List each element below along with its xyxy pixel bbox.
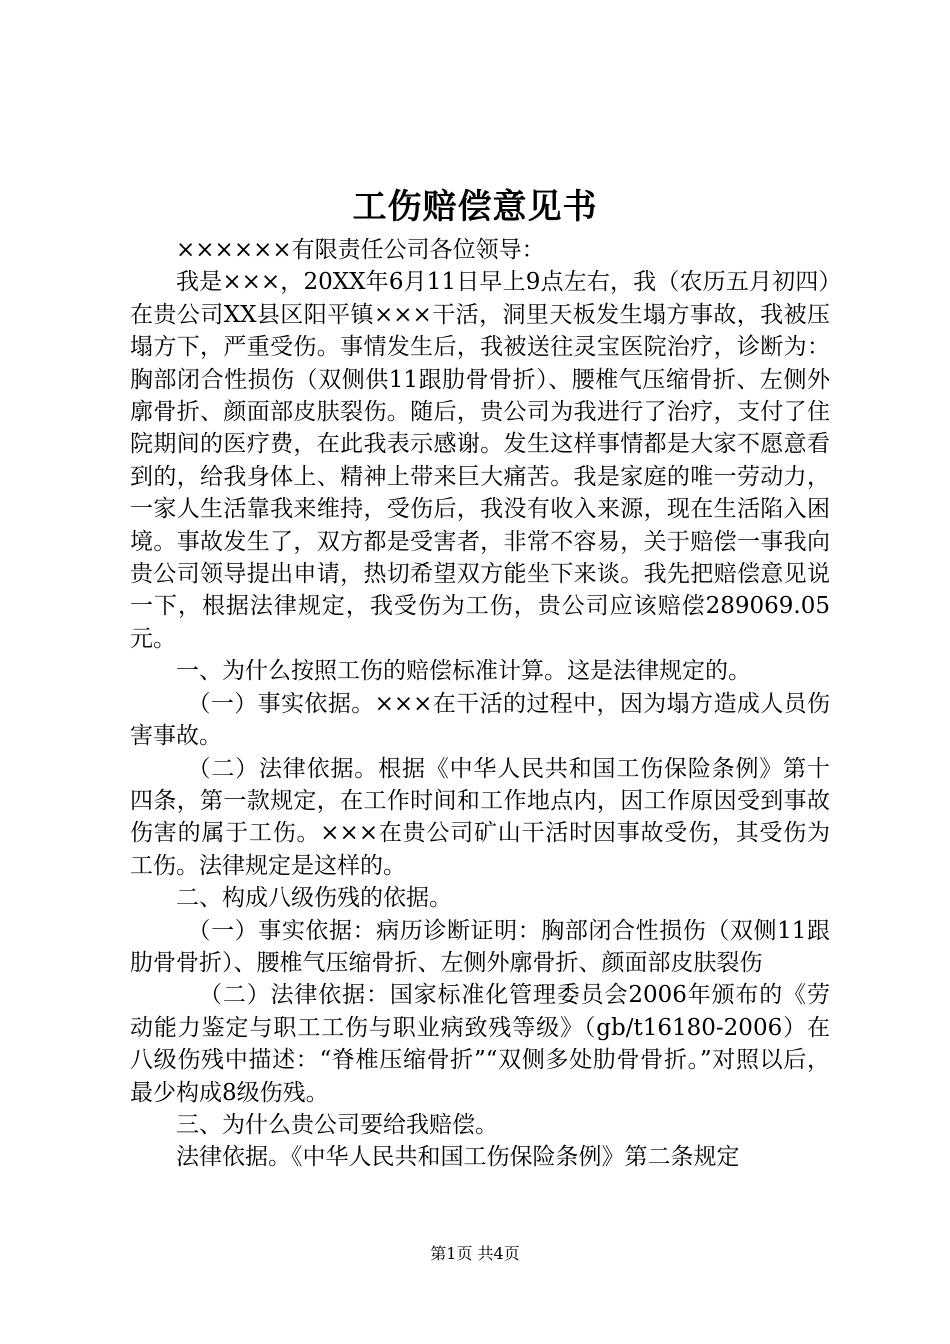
paragraph-legal-basis-3: 法律依据。《中华人民共和国工伤保险条例》第二条规定 [176,1144,740,1171]
paragraph-fact-basis-1: （一）事实依据。×××在干活的过程中，因为塌方造成人员伤害事故。 [130,690,830,750]
paragraph-legal-basis-1: （二）法律依据。根据《中华人民共和国工伤保险条例》第十四条，第一款规定，在工作时间和工作地点内，因工作原因受到事故伤害的属于工伤。×××在贵公司矿山干活时因事故受伤，其受伤为工伤。法律规定是这样的。 [130,755,830,879]
salutation: ××××××有限责任公司各位领导： [176,237,545,263]
paragraph-intro: 我是×××，20XX年6月11日早上9点左右，我（农历五月初四）在贵公司XX县区阳平镇×××干活，洞里天板发生塌方事故，我被压塌方下，严重受伤。事情发生后，我被送往灵宝医院治疗，诊断为：胸部闭合性损伤（双侧供11跟肋骨骨折）、腰椎气压缩骨折、左侧外廓骨折、颜面部皮肤裂伤。随后，贵公司为我进行了治疗，支付了住院期间的医疗费，在此我表示感谢。发生这样事情都是大家不愿意看到的，给我身体上、精神上带来巨大痛苦。我是家庭的唯一劳动力，一家人生活靠我来维持，受伤后，我没有收入来源，现在生活陷入困境。事故发生了，双方都是受害者，非常不容易，关于赔偿一事我向贵公司领导提出申请，热切希望双方能坐下来谈。我先把赔偿意见说一下，根据法律规定，我受伤为工伤，贵公司应该赔偿289069.05元。 [130,269,830,652]
section-heading-3: 三、为什么贵公司要给我赔偿。 [176,1111,498,1138]
paragraph-legal-basis-2: （二）法律依据：国家标准化管理委员会2006年颁布的《劳动能力鉴定与职工工伤与职业病致残等级》（gb/t16180-2006）在八级伤残中描述：“脊椎压缩骨折”“双侧多处肋骨骨折。”对照以后，最少构成8级伤残。 [130,982,830,1106]
page-number: 第1页 共4页 [430,1244,520,1263]
document-body [130,234,830,1174]
document-title: 工伤赔偿意见书 [352,187,598,227]
section-heading-2: 二、构成八级伤残的依据。 [176,885,452,912]
section-heading-1: 一、为什么按照工伤的赔偿标准计算。这是法律规定的。 [176,658,751,685]
paragraph-fact-basis-2: （一）事实依据：病历诊断证明：胸部闭合性损伤（双侧11跟肋骨骨折）、腰椎气压缩骨折、左侧外廓骨折、颜面部皮肤裂伤 [130,917,830,976]
